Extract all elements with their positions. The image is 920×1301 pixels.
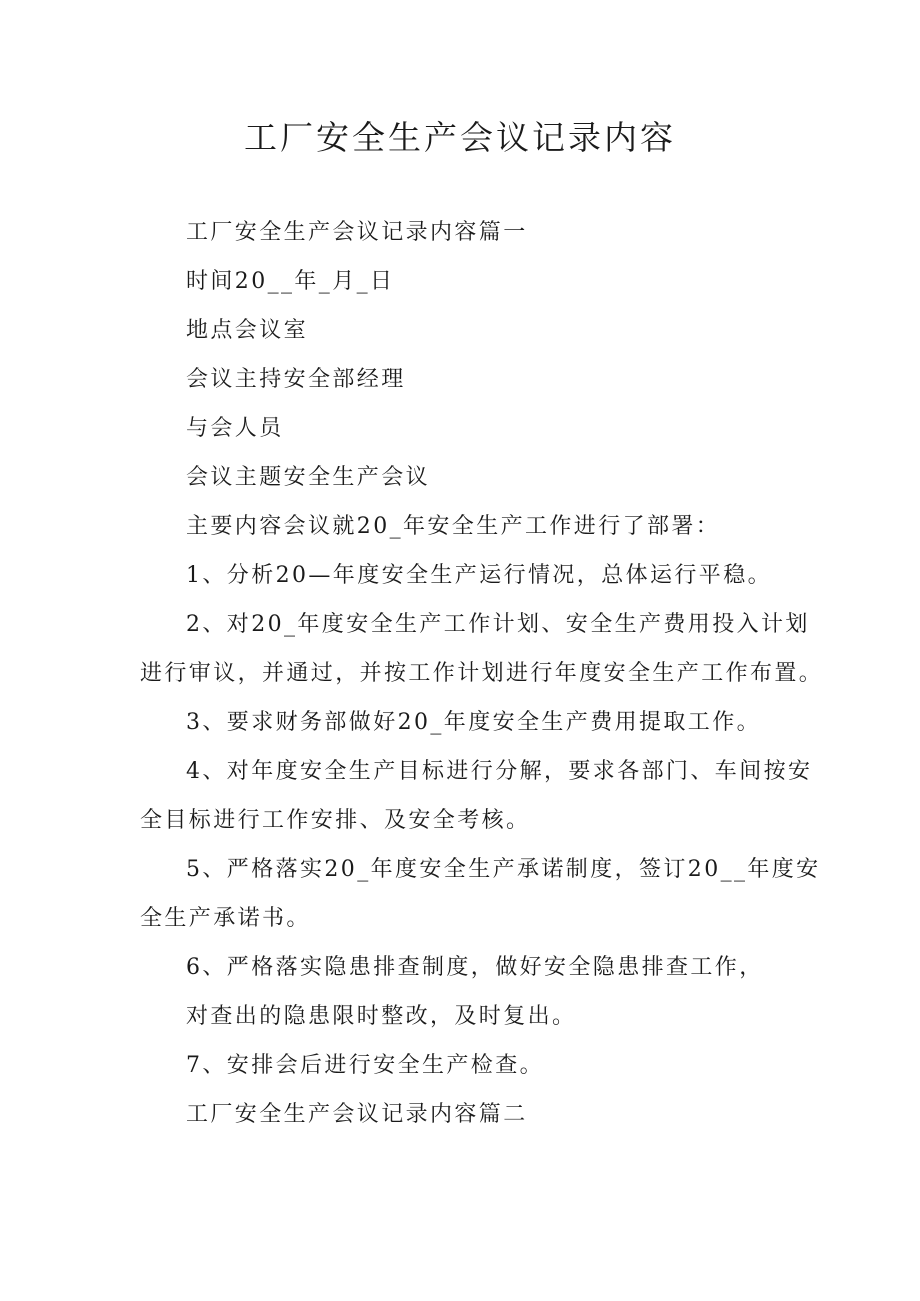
meeting-attendees: 与会人员 — [186, 416, 284, 441]
agenda-item-6: 6、严格落实隐患排查制度，做好安全隐患排查工作， — [186, 955, 764, 980]
section-heading-part-two: 工厂安全生产会议记录内容篇二 — [186, 1102, 528, 1127]
meeting-topic: 会议主题安全生产会议 — [186, 465, 431, 490]
meeting-host: 会议主持安全部经理 — [186, 367, 406, 392]
agenda-item-6-continued: 对查出的隐患限时整改，及时复出。 — [186, 1004, 577, 1029]
agenda-item-4-continued: 全目标进行工作安排、及安全考核。 — [140, 808, 531, 833]
agenda-item-4: 4、对年度安全生产目标进行分解，要求各部门、车间按安 — [186, 759, 813, 784]
document-title: 工厂安全生产会议记录内容 — [244, 118, 676, 157]
agenda-item-2: 2、对20_年度安全生产工作计划、安全生产费用投入计划 — [186, 612, 810, 637]
agenda-item-7: 7、安排会后进行安全生产检查。 — [186, 1053, 544, 1078]
agenda-item-3: 3、要求财务部做好20_年度安全生产费用提取工作。 — [186, 710, 761, 735]
meeting-time: 时间20__年_月_日 — [186, 269, 395, 294]
main-content-intro: 主要内容会议就20_年安全生产工作进行了部署： — [186, 514, 721, 539]
meeting-location: 地点会议室 — [186, 318, 309, 343]
agenda-item-5-continued: 全生产承诺书。 — [140, 906, 311, 931]
agenda-item-5: 5、严格落实20_年度安全生产承诺制度，签订20__年度安 — [186, 857, 821, 882]
agenda-item-2-continued: 进行审议，并通过，并按工作计划进行年度安全生产工作布置。 — [140, 661, 824, 686]
section-heading-part-one: 工厂安全生产会议记录内容篇一 — [186, 220, 528, 245]
agenda-item-1: 1、分析20—年度安全生产运行情况，总体运行平稳。 — [186, 563, 772, 588]
